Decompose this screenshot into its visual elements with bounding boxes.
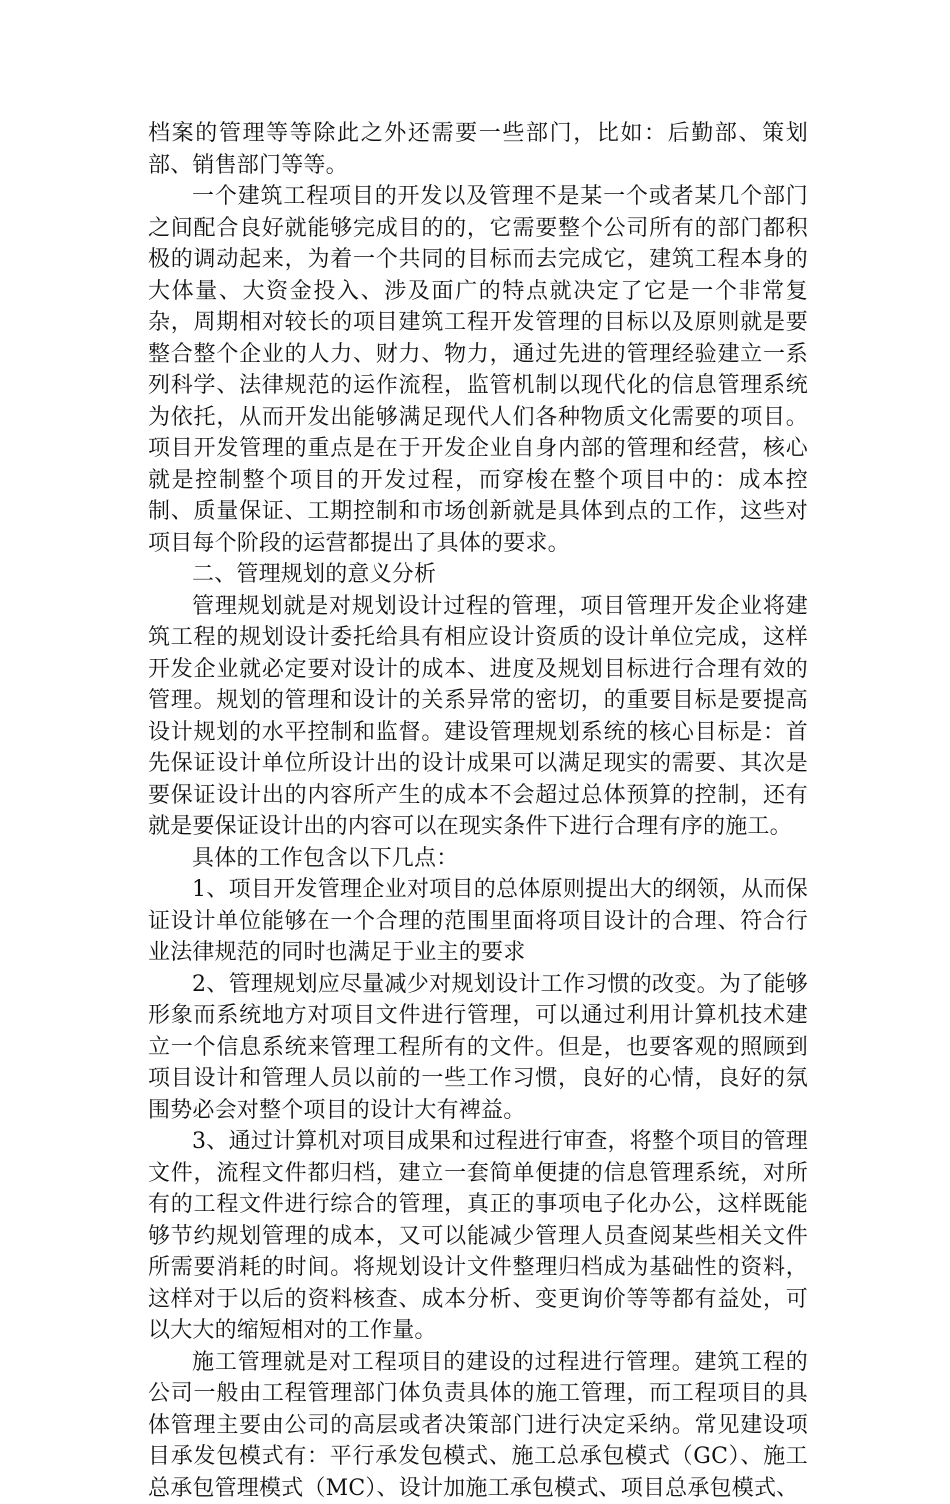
paragraph-continuation: 档案的管理等等除此之外还需要一些部门，比如：后勤部、策划部、销售部门等等。 [148,118,808,181]
list-item-2: 2、管理规划应尽量减少对规划设计工作习惯的改变。为了能够形象而系统地方对项目文件进行管理，可以通过利用计算机技术建立一个信息系统来管理工程所有的文件。但是，也要客观的照顾到项目设计和管理人员以前的一些工作习惯，良好的心情，良好的氛围势必会对整个项目的设计大有裨益。 [148,969,808,1127]
paragraph-construction-management: 施工管理就是对工程项目的建设的过程进行管理。建筑工程的公司一般由工程管理部门体负责具体的施工管理，而工程项目的具体管理主要由公司的高层或者决策部门进行决定采纳。常见建设项目承发包模式有：平行承发包模式、施工总承包模式（GC）、施工总承包管理模式（MC）、设计加施工承包模式、项目总承包模式、 [148,1347,808,1504]
section-heading-planning-significance: 二、管理规划的意义分析 [148,559,808,591]
list-item-1: 1、项目开发管理企业对项目的总体原则提出大的纲领，从而保证设计单位能够在一个合理的范围里面将项目设计的合理、符合行业法律规范的同时也满足于业主的要求 [148,874,808,969]
list-item-3: 3、通过计算机对项目成果和过程进行审查，将整个项目的管理文件，流程文件都归档，建立一套简单便捷的信息管理系统，对所有的工程文件进行综合的管理，真正的事项电子化办公，这样既能够节约规划管理的成本，又可以能减少管理人员查阅某些相关文件所需要消耗的时间。将规划设计文件整理归档成为基础性的资料，这样对于以后的资料核查、成本分析、变更询价等等都有益处，可以大大的缩短相对的工作量。 [148,1126,808,1347]
paragraph-work-list-intro: 具体的工作包含以下几点： [148,843,808,875]
paragraph-project-development: 一个建筑工程项目的开发以及管理不是某一个或者某几个部门之间配合良好就能够完成目的的，它需要整个公司所有的部门都积极的调动起来，为着一个共同的目标而去完成它，建筑工程本身的大体量、大资金投入、涉及面广的特点就决定了它是一个非常复杂，周期相对较长的项目建筑工程开发管理的目标以及原则就是要整合整个企业的人力、财力、物力，通过先进的管理经验建立一系列科学、法律规范的运作流程，监管机制以现代化的信息管理系统为依托，从而开发出能够满足现代人们各种物质文化需要的项目。项目开发管理的重点是在于开发企业自身内部的管理和经营，核心就是控制整个项目的开发过程，而穿梭在整个项目中的：成本控制、质量保证、工期控制和市场创新就是具体到点的工作，这些对项目每个阶段的运营都提出了具体的要求。 [148,181,808,559]
document-page [148,118,808,1504]
paragraph-planning-management: 管理规划就是对规划设计过程的管理，项目管理开发企业将建筑工程的规划设计委托给具有相应设计资质的设计单位完成，这样开发企业就必定要对设计的成本、进度及规划目标进行合理有效的管理。规划的管理和设计的关系异常的密切，的重要目标是要提高设计规划的水平控制和监督。建设管理规划系统的核心目标是：首先保证设计单位所设计出的设计成果可以满足现实的需要、其次是要保证设计出的内容所产生的成本不会超过总体预算的控制，还有就是要保证设计出的内容可以在现实条件下进行合理有序的施工。 [148,591,808,843]
